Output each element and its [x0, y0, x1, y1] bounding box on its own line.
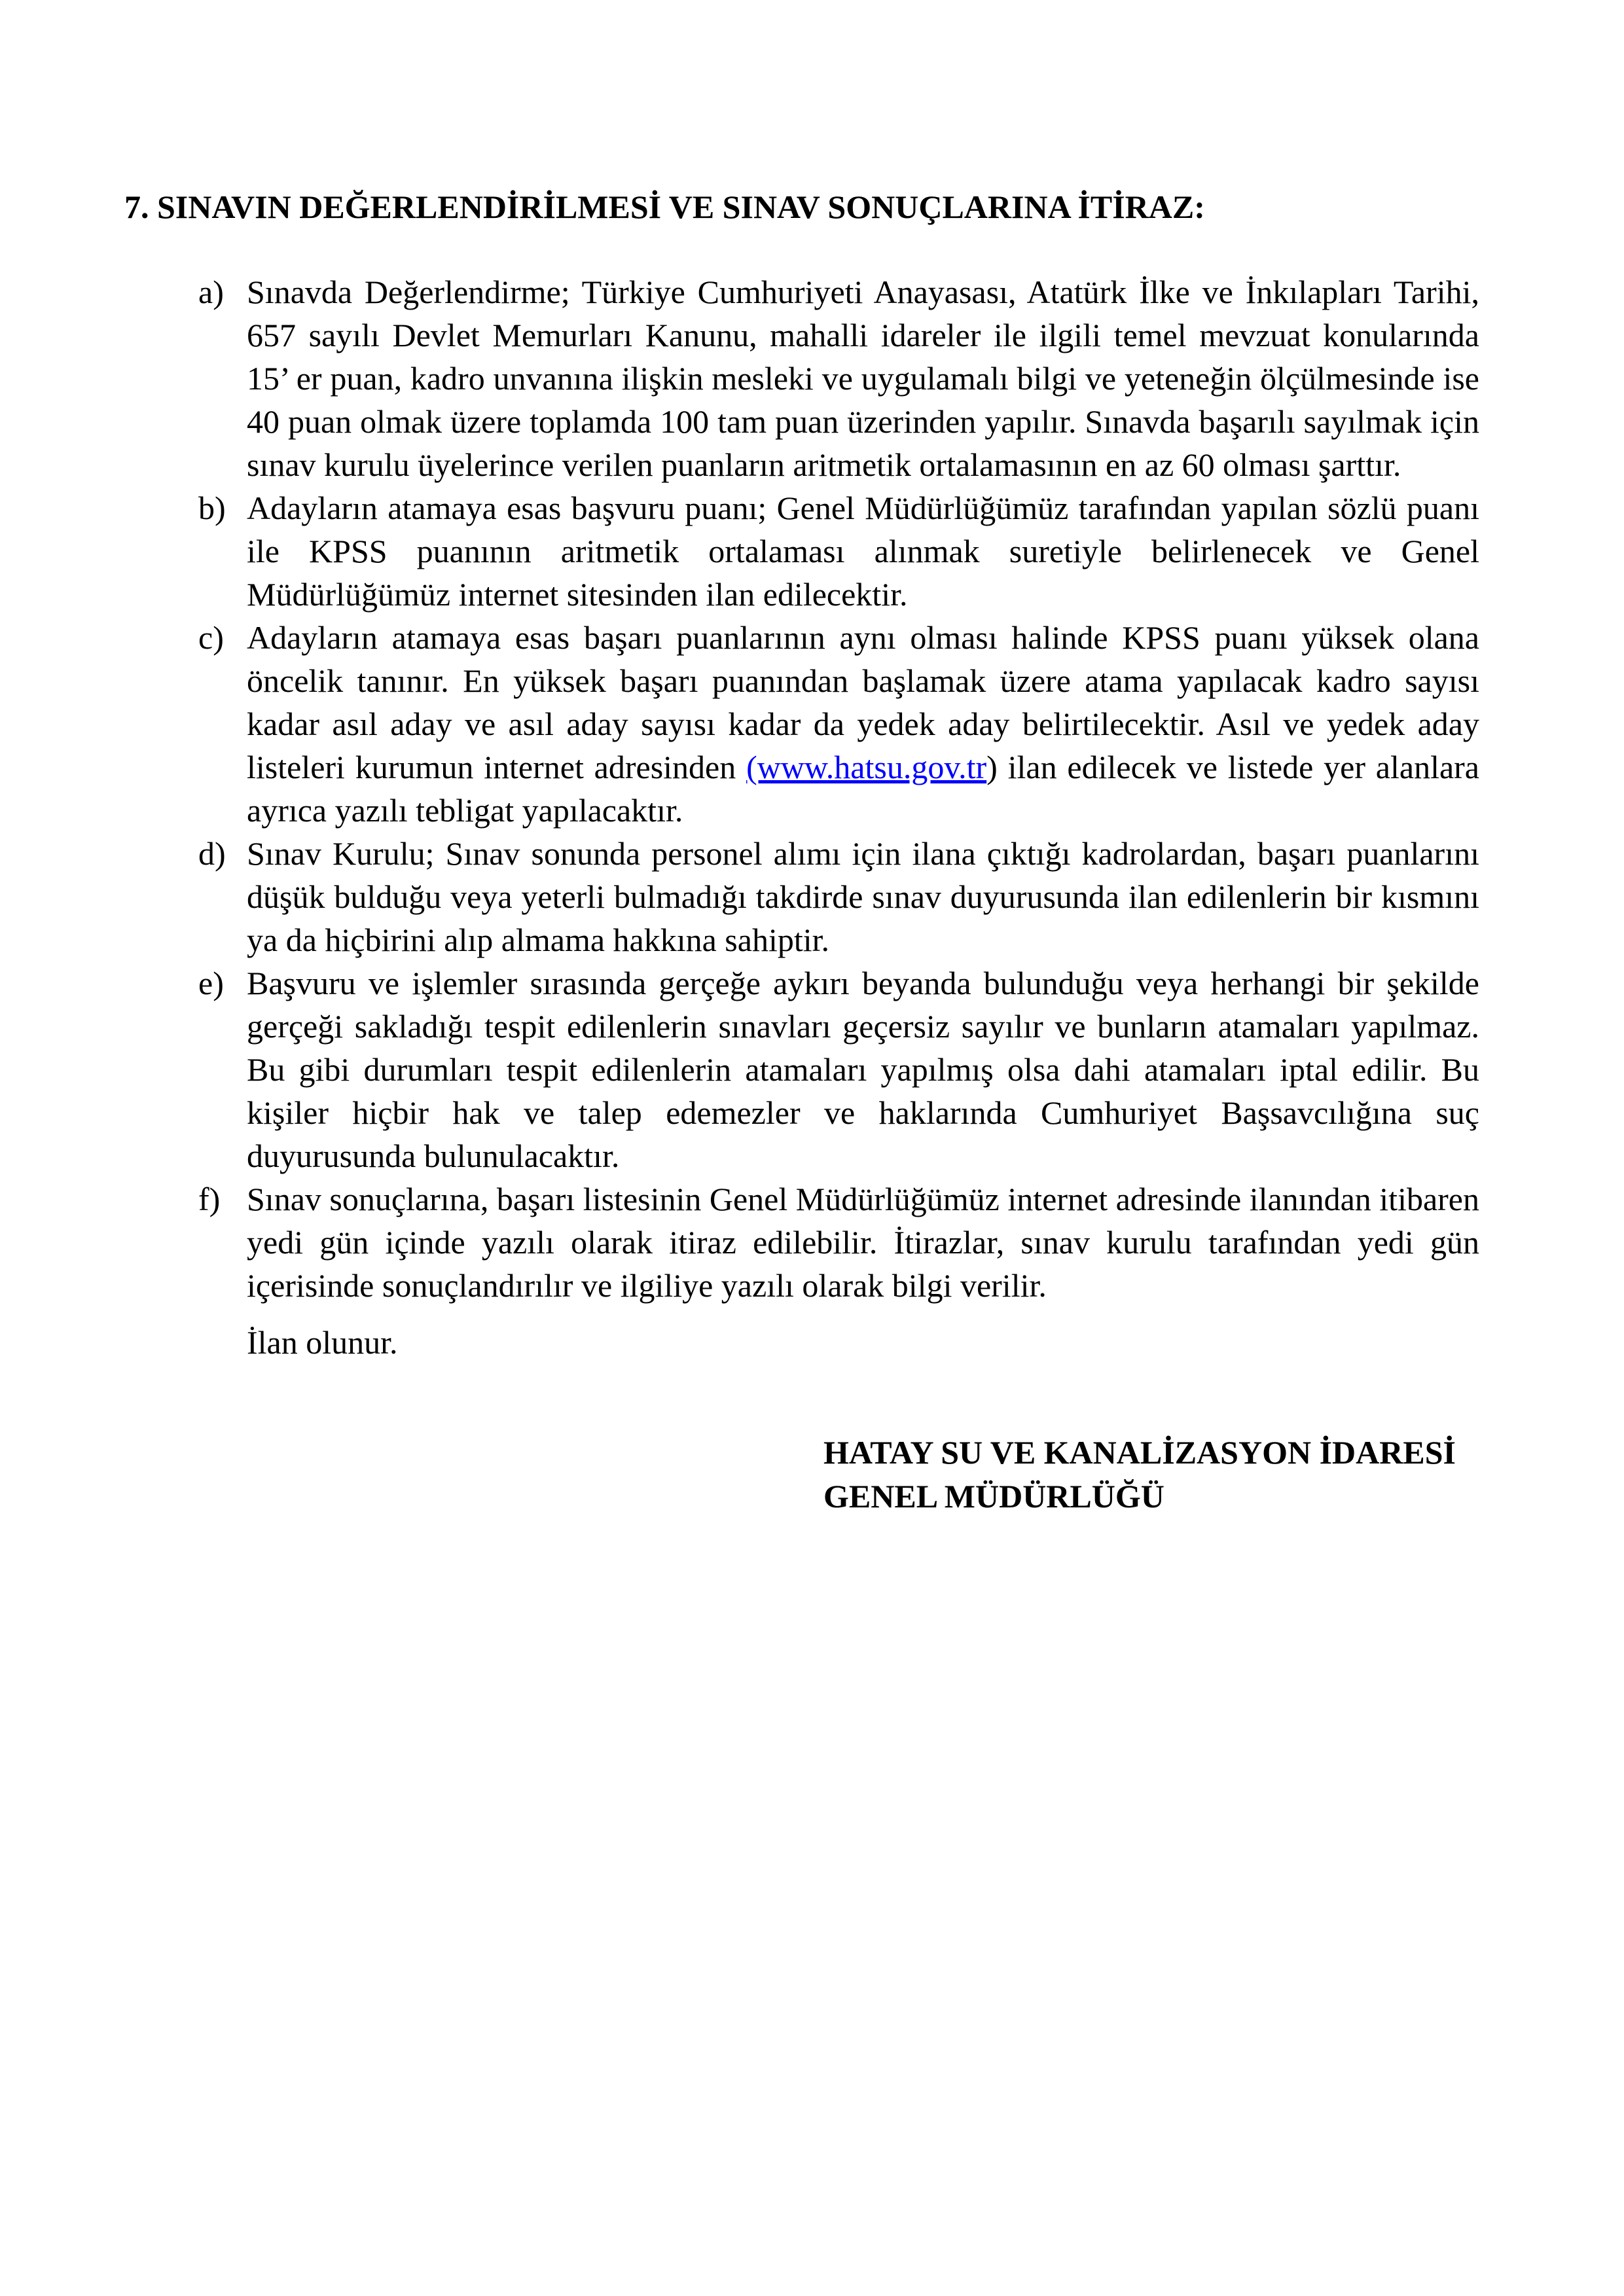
signature-line-2: GENEL MÜDÜRLÜĞÜ: [823, 1478, 1164, 1515]
item-text-c-before-link: Adayların atamaya esas başarı puanlarının aynı olması halinde KPSS puanı yüksek olana öncelik tanınır. En yüksek başarı puanından başlamak üzere atama yapılacak kadro sayısı kadar asıl aday ve asıl aday sayısı kadar da yedek aday belirtilecektir. Asıl ve yedek aday listeleri kurumun internet adresinden: [247, 619, 1479, 785]
item-marker-a: a): [198, 274, 224, 310]
item-marker-f: f): [198, 1181, 221, 1217]
item-text-b: Adayların atamaya esas başvuru puanı; Genel Müdürlüğümüz tarafından yapılan sözlü puanı ile KPSS puanının aritmetik ortalaması alınmak suretiyle belirlenecek ve Genel Müdürlüğümüz internet sitesinden ilan edilecektir.: [247, 490, 1479, 613]
section-title: 7. SINAVIN DEĞERLENDİRİLMESİ VE SINAV SONUÇLARINA İTİRAZ:: [124, 188, 1205, 225]
item-marker-b: b): [198, 490, 226, 526]
list-item-b: [198, 486, 1479, 616]
item-marker-c: c): [198, 619, 224, 656]
item-text-c-after-link: ) ilan edilecek ve listede yer alanlara ayrıca yazılı tebligat yapılacaktır.: [247, 749, 1479, 829]
list-item-e: [198, 961, 1479, 1177]
signature-block: [823, 1431, 1491, 1518]
list-item-a: [198, 270, 1479, 486]
signature-line-1: HATAY SU VE KANALİZASYON İDARESİ: [823, 1434, 1456, 1471]
item-text-e: Başvuru ve işlemler sırasında gerçeğe aykırı beyanda bulunduğu veya herhangi bir şekilde gerçeği sakladığı tespit edilenlerin sınavları geçersiz sayılır ve bunların atamaları yapılmaz. Bu gibi durumları tespit edilenlerin atamaları yapılmış olsa dahi atamaları iptal edilir. Bu kişiler hiçbir hak ve talep edemezler ve haklarında Cumhuriyet Başsavcılığına suç duyurusunda bulunulacaktır.: [247, 965, 1479, 1174]
list-item-f: [198, 1177, 1479, 1307]
item-text-f: Sınav sonuçlarına, başarı listesinin Genel Müdürlüğümüz internet adresinde ilanından itibaren yedi gün içinde yazılı olarak itiraz edilebilir. İtirazlar, sınav kurulu tarafından yedi gün içerisinde sonuçlandırılır ve ilgiliye yazılı olarak bilgi verilir.: [247, 1181, 1479, 1304]
hatsu-website-link[interactable]: (www.hatsu.gov.tr: [746, 749, 987, 785]
list-item-d: [198, 832, 1479, 961]
item-text-a: Sınavda Değerlendirme; Türkiye Cumhuriyeti Anayasası, Atatürk İlke ve İnkılapları Tarihi, 657 sayılı Devlet Memurları Kanunu, mahalli idareler ile ilgili temel mevzuat konularında 15’ er puan, kadro unvanına ilişkin mesleki ve uygulamalı bilgi ve yeteneğin ölçülmesinde ise 40 puan olmak üzere toplamda 100 tam puan üzerinden yapılır. Sınavda başarılı sayılmak için sınav kurulu üyelerince verilen puanların aritmetik ortalamasının en az 60 olması şarttır.: [247, 274, 1479, 483]
closing-text: İlan olunur.: [247, 1324, 398, 1361]
item-marker-d: d): [198, 835, 226, 872]
item-list: [198, 270, 1479, 1307]
item-marker-e: e): [198, 965, 224, 1001]
list-item-c: [198, 616, 1479, 832]
item-text-d: Sınav Kurulu; Sınav sonunda personel alımı için ilana çıktığı kadrolardan, başarı puanlarını düşük bulduğu veya yeterli bulmadığı takdirde sınav duyurusunda ilan edilenlerin bir kısmını ya da hiçbirini alıp almama hakkına sahiptir.: [247, 835, 1479, 958]
